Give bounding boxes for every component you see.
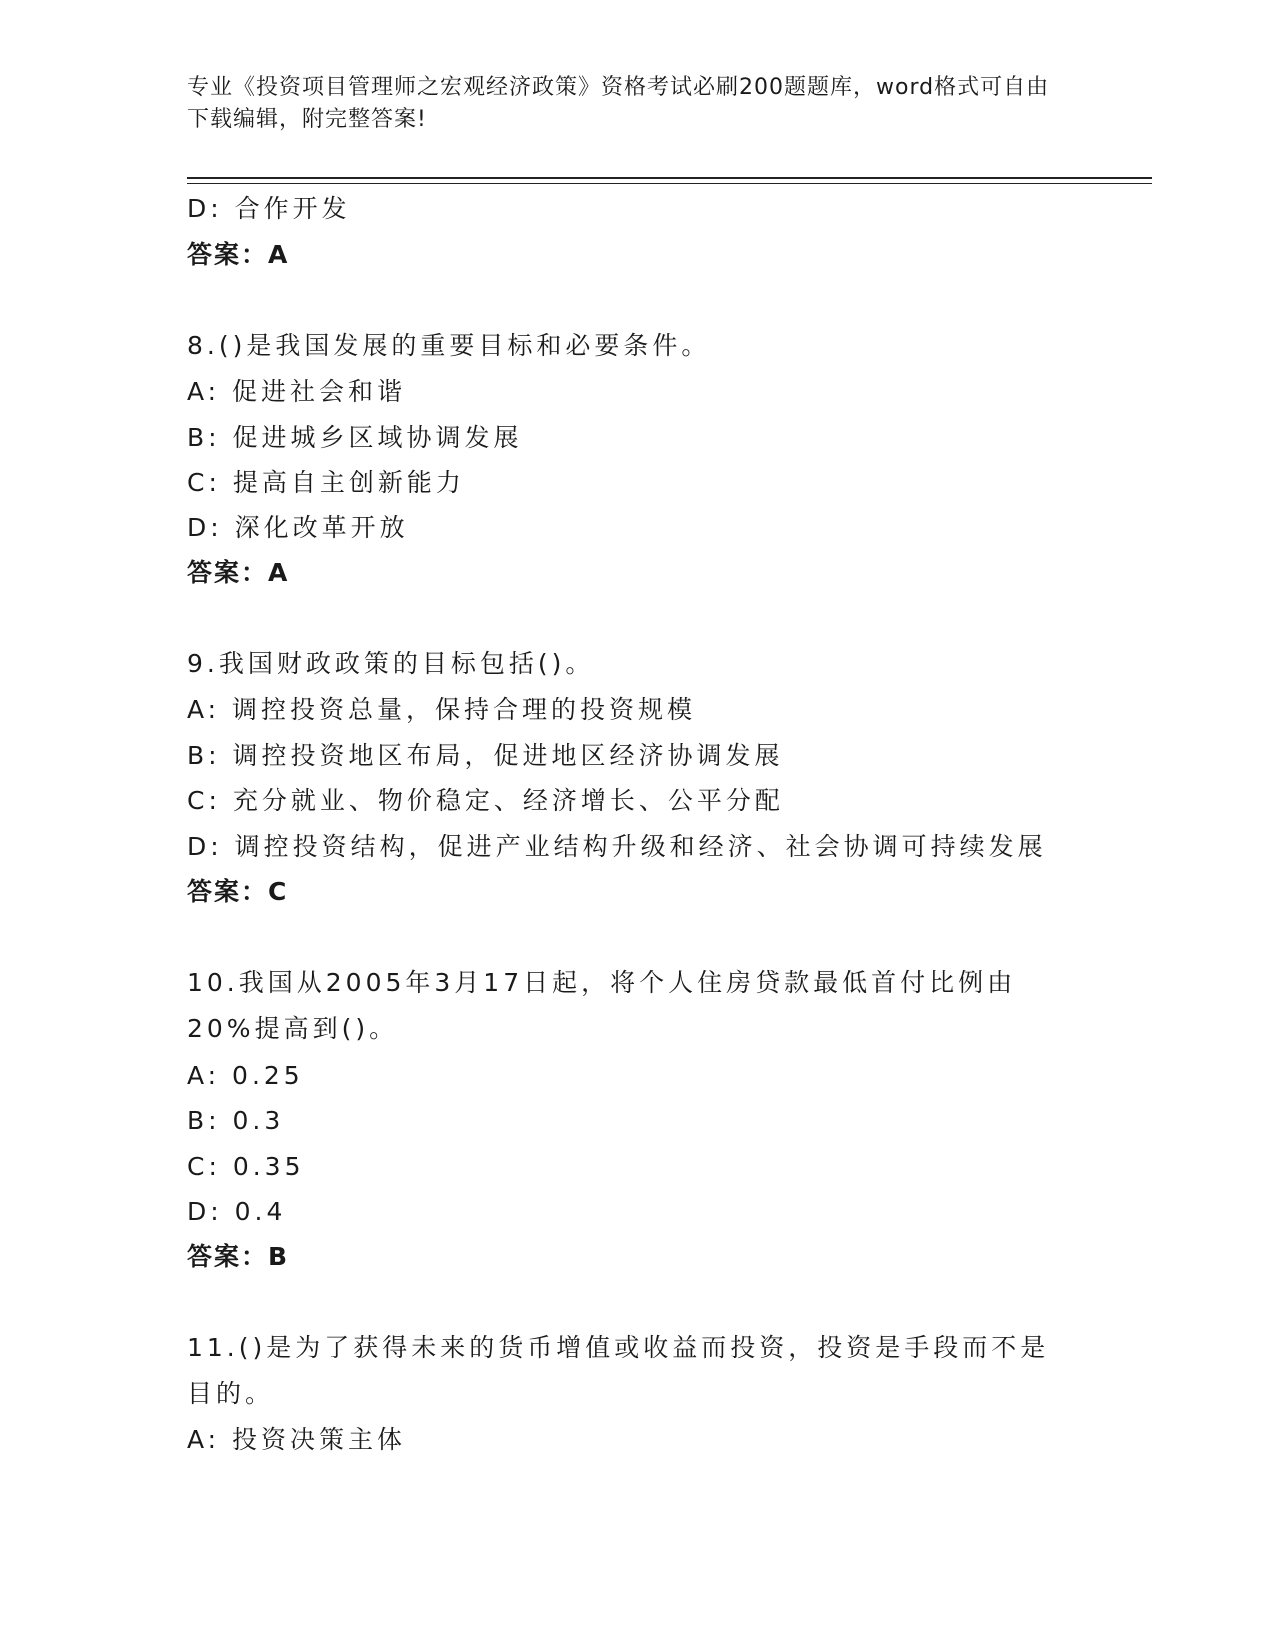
q9-answer: 答案：C (187, 877, 289, 906)
q7-answer: 答案：A (187, 240, 290, 269)
q10-option-a: A: 0.25 (187, 1061, 304, 1090)
q9-option-c: C: 充分就业、物价稳定、经济增长、公平分配 (187, 786, 784, 815)
q11-stem: 11.()是为了获得未来的货币增值或收益而投资，投资是手段而不是目的。 (187, 1333, 1050, 1408)
q11-option-a: A: 投资决策主体 (187, 1425, 407, 1454)
q10-option-b: B: 0.3 (187, 1106, 285, 1135)
document-header: 专业《投资项目管理师之宏观经济政策》资格考试必刷200题题库，word格式可自由下载编辑，附完整答案! (187, 75, 1050, 132)
q8-option-c: C: 提高自主创新能力 (187, 468, 465, 497)
q9-option-a: A: 调控投资总量，保持合理的投资规模 (187, 695, 697, 724)
q9-option-b: B: 调控投资地区布局，促进地区经济协调发展 (187, 741, 784, 770)
q7-option-d: D: 合作开发 (187, 194, 351, 223)
header-rule-thin (187, 183, 1152, 184)
q10-stem: 10.我国从2005年3月17日起，将个人住房贷款最低首付比例由20%提高到()。 (187, 968, 1017, 1043)
q10-answer: 答案：B (187, 1242, 290, 1271)
header-rule-thick (187, 177, 1152, 179)
q8-option-d: D: 深化改革开放 (187, 513, 409, 542)
q8-option-b: B: 促进城乡区域协调发展 (187, 423, 523, 452)
q9-option-d: D: 调控投资结构，促进产业结构升级和经济、社会协调可持续发展 (187, 832, 1047, 861)
q10-option-d: D: 0.4 (187, 1197, 287, 1226)
q10-option-c: C: 0.35 (187, 1152, 305, 1181)
q9-stem: 9.我国财政政策的目标包括()。 (187, 649, 595, 678)
q8-stem: 8.()是我国发展的重要目标和必要条件。 (187, 331, 711, 360)
q8-answer: 答案：A (187, 558, 290, 587)
q8-option-a: A: 促进社会和谐 (187, 377, 407, 406)
